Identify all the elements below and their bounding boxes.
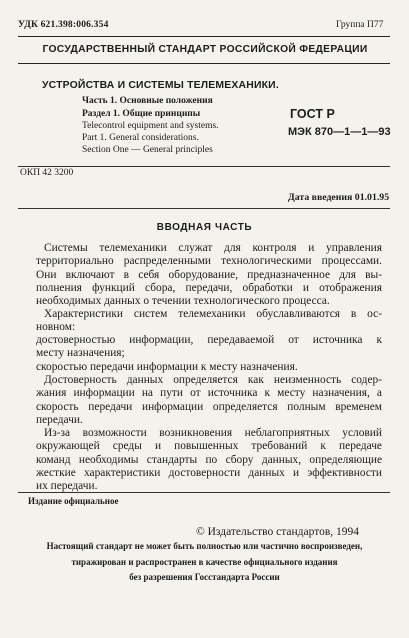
header-rule-2 [18, 63, 390, 64]
reproduction-notice: Настоящий стандарт не может быть полностью или частично воспроизведен, [46, 541, 363, 551]
okp-code: ОКП 42 3200 [20, 168, 74, 178]
official-edition: Издание официальное [28, 496, 119, 506]
text-line: необходимых данных о течении технологического процесса. [36, 295, 330, 308]
header-rule [18, 36, 390, 37]
reproduction-notice: без разрешения Госстандарта России [129, 572, 280, 582]
paragraph-characteristics [36, 308, 382, 335]
text-line: Характеристики систем телемеханики обуславливаются в ос- [44, 308, 382, 320]
gost-number: МЭК 870—1—1—93 [288, 126, 391, 138]
text-line: полнения функций сбора, передачи, обработки и отображения [36, 281, 382, 294]
main-title: УСТРОЙСТВА И СИСТЕМЫ ТЕЛЕМЕХАНИКИ. [42, 80, 279, 91]
date-intro: Дата введения 01.01.95 [288, 192, 390, 203]
title-rule [18, 166, 390, 167]
text-line: Из-за возможности возникновения неблагоприятных условий [44, 427, 382, 439]
standard-title: ГОСУДАРСТВЕННЫЙ СТАНДАРТ РОССИЙСКОЙ ФЕДЕРАЦИИ [42, 44, 368, 55]
group-code: Группа П77 [336, 20, 384, 30]
text-line: их передачи. [36, 480, 98, 493]
text-line: команд необходимы стандарты по сбору данных, определяющие [36, 453, 382, 466]
paragraph-standards [36, 427, 382, 493]
section-heading: ВВОДНАЯ ЧАСТЬ [156, 222, 253, 233]
paragraph-reliability [36, 334, 382, 361]
part-title-ru: Часть 1. Основные положения [82, 96, 213, 106]
gost-label: ГОСТ Р [290, 107, 335, 121]
text-line: месту назначения; [36, 347, 125, 360]
part-title-en: Part 1. General considerations. [82, 133, 199, 143]
text-line: Они включают в себя оборудование, предназначенное для вы- [36, 268, 382, 281]
text-line: жания информации на пути от источника к месту назначения, а [36, 387, 382, 400]
text-line: жесткие характеристики достоверности данных и эффективности [36, 466, 382, 479]
text-line: новном: [36, 321, 76, 334]
copyright: © Издательство стандартов, 1994 [196, 526, 360, 538]
text-line: скоростью передачи информации к месту назначения. [36, 361, 298, 373]
text-line: окружающей среды и повышенных требований к передаче [36, 440, 382, 453]
udk-code: УДК 621.398:006.354 [18, 20, 109, 30]
paragraph-speed [36, 361, 382, 374]
text-line: достоверностью информации, передаваемой от источника к [36, 334, 382, 346]
text-line: передачи. [36, 413, 83, 426]
text-line: Достоверность данных определяется как неизменность содер- [44, 374, 382, 386]
section-title-en: Section One — General principles [82, 145, 213, 155]
text-line: территориально распределенными технологическими процессами. [36, 255, 382, 268]
footer-rule [18, 492, 390, 493]
paragraph-intro [36, 242, 382, 308]
section-title-ru: Раздел 1. Общие принципы [82, 109, 201, 119]
text-line: скорость передачи информации определяется полным временем [36, 400, 382, 413]
title-en: Telecontrol equipment and systems. [82, 121, 219, 131]
date-rule [18, 208, 390, 209]
reproduction-notice: тиражирован и распространен в качестве официального издания [71, 557, 338, 567]
text-line: Системы телемеханики служат для контроля и управления [44, 242, 382, 254]
paragraph-definition [36, 374, 382, 427]
